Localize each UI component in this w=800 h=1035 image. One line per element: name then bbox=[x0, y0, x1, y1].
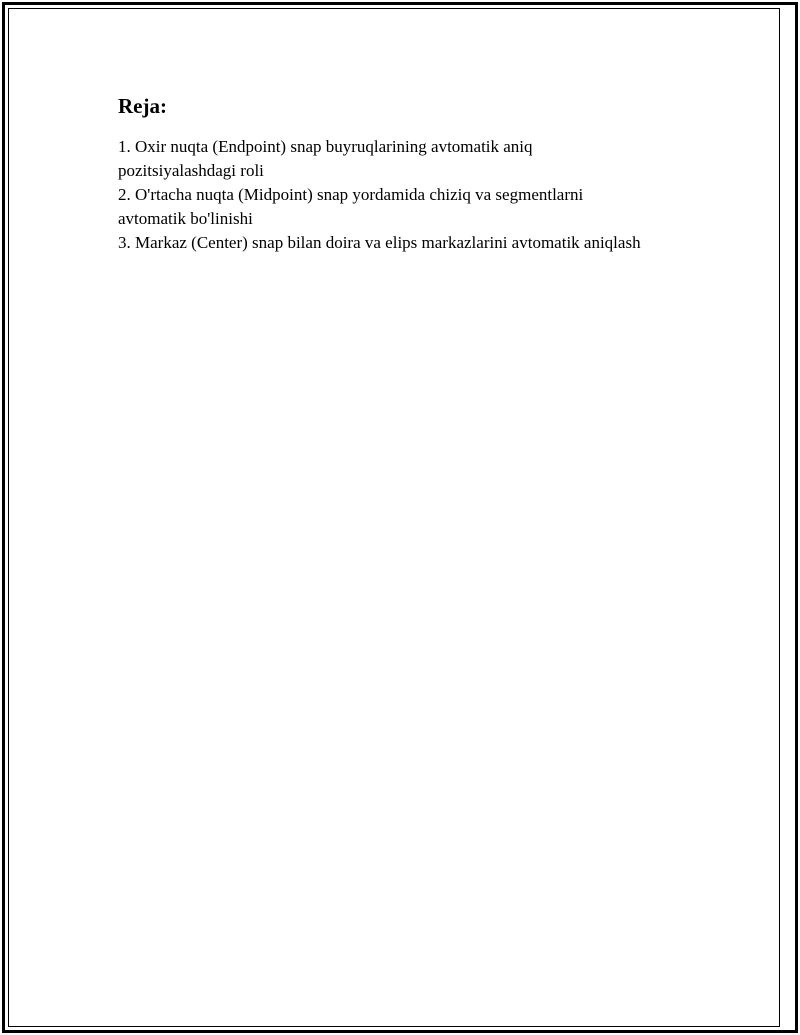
plan-item-midpoint: 2. O'rtacha nuqta (Midpoint) snap yordamida chiziq va segmentlarni avtomatik bo'linishi bbox=[118, 185, 584, 228]
plan-list bbox=[118, 135, 718, 255]
document-content bbox=[118, 93, 718, 255]
plan-item-endpoint: 1. Oxir nuqta (Endpoint) snap buyruqlarining avtomatik aniq pozitsiyalashdagi roli bbox=[118, 137, 533, 180]
plan-heading: Reja: bbox=[118, 94, 167, 118]
plan-item-center: 3. Markaz (Center) snap bilan doira va elips markazlarini avtomatik aniqlash bbox=[118, 233, 641, 252]
